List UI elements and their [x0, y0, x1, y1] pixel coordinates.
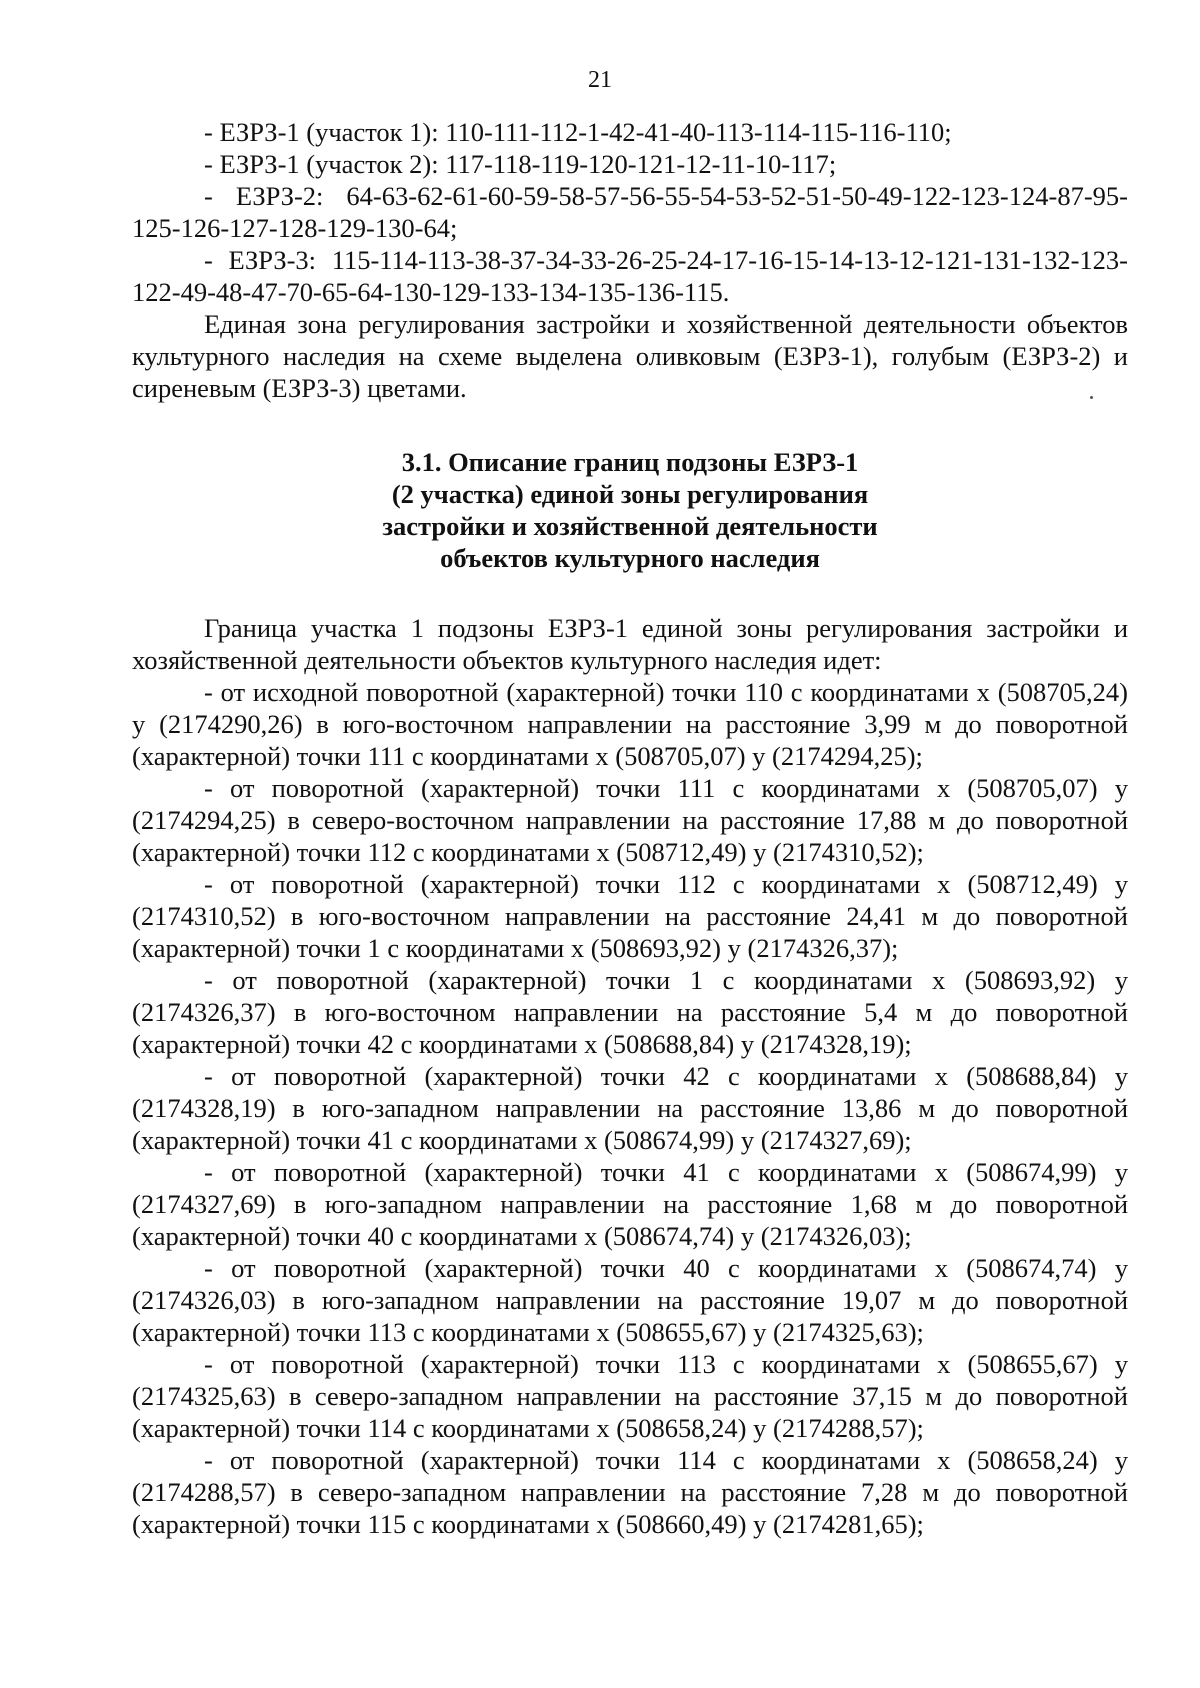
section-heading-line: застройки и хозяйственной деятельности [382, 511, 878, 541]
boundary-item: - от поворотной (характерной) точки 113 с координатами х (508655,67) у (2174325,63) в северо-западном направлении на расстояние 37,15 м до поворотной (характерной) точки 114 с координатами х (508658,24) у (2174288,57); [132, 1349, 1128, 1443]
document-content [132, 116, 1128, 1540]
scan-speck [1090, 396, 1093, 399]
intro-item: - ЕЗРЗ-1 (участок 1): 110-111-112-1-42-41-40-113-114-115-116-110; [204, 117, 952, 147]
boundary-intro: Граница участка 1 подзоны ЕЗРЗ-1 единой зоны регулирования застройки и хозяйственной деятельности объектов культурного наследия идет: [132, 613, 1128, 675]
boundary-item: - от поворотной (характерной) точки 1 с координатами х (508693,92) у (2174326,37) в юго-восточном направлении на расстояние 5,4 м до поворотной (характерной) точки 42 с координатами х (508688,84) у (2174328,19); [132, 965, 1128, 1059]
section-gap [132, 574, 1128, 612]
section-heading-line: объектов культурного наследия [440, 543, 820, 573]
boundary-item: - от поворотной (характерной) точки 40 с координатами х (508674,74) у (2174326,03) в юго-западном направлении на расстояние 19,07 м до поворотной (характерной) точки 113 с координатами х (508655,67) у (2174325,63); [132, 1253, 1128, 1347]
page-number: 21 [588, 67, 612, 93]
section-heading [132, 446, 1128, 574]
summary-paragraph: Единая зона регулирования застройки и хозяйственной деятельности объектов культурного наследия на схеме выделена оливковым (ЕЗРЗ-1), голубым (ЕЗРЗ-2) и сиреневым (ЕЗРЗ-3) цветами. [132, 309, 1128, 403]
intro-item: - ЕЗРЗ-3: 115-114-113-38-37-34-33-26-25-24-17-16-15-14-13-12-121-131-132-123-122-49-48-47-70-65-64-130-129-133-134-135-136-115. [132, 245, 1128, 307]
section-heading-line: (2 участка) единой зоны регулирования [391, 479, 869, 509]
boundary-item: - от поворотной (характерной) точки 42 с координатами х (508688,84) у (2174328,19) в юго-западном направлении на расстояние 13,86 м до поворотной (характерной) точки 41 с координатами х (508674,99) у (2174327,69); [132, 1061, 1128, 1155]
boundary-item: - от поворотной (характерной) точки 114 с координатами х (508658,24) у (2174288,57) в северо-западном направлении на расстояние 7,28 м до поворотной (характерной) точки 115 с координатами х (508660,49) у (2174281,65); [132, 1445, 1128, 1539]
boundary-item: - от исходной поворотной (характерной) точки 110 с координатами х (508705,24) у (2174290,26) в юго-восточном направлении на расстояние 3,99 м до поворотной (характерной) точки 111 с координатами х (508705,07) у (2174294,25); [132, 677, 1128, 771]
section-heading-line: 3.1. Описание границ подзоны ЕЗРЗ-1 [401, 447, 859, 477]
boundary-item: - от поворотной (характерной) точки 111 с координатами х (508705,07) у (2174294,25) в северо-восточном направлении на расстояние 17,88 м до поворотной (характерной) точки 112 с координатами х (508712,49) у (2174310,52); [132, 773, 1128, 867]
boundary-item: - от поворотной (характерной) точки 41 с координатами х (508674,99) у (2174327,69) в юго-западном направлении на расстояние 1,68 м до поворотной (характерной) точки 40 с координатами х (508674,74) у (2174326,03); [132, 1157, 1128, 1251]
boundary-item: - от поворотной (характерной) точки 112 с координатами х (508712,49) у (2174310,52) в юго-восточном направлении на расстояние 24,41 м до поворотной (характерной) точки 1 с координатами х (508693,92) у (2174326,37); [132, 869, 1128, 963]
intro-item: - ЕЗРЗ-1 (участок 2): 117-118-119-120-121-12-11-10-117; [204, 149, 837, 179]
intro-item: - ЕЗРЗ-2: 64-63-62-61-60-59-58-57-56-55-54-53-52-51-50-49-122-123-124-87-95-125-126-127-128-129-130-64; [132, 181, 1128, 243]
